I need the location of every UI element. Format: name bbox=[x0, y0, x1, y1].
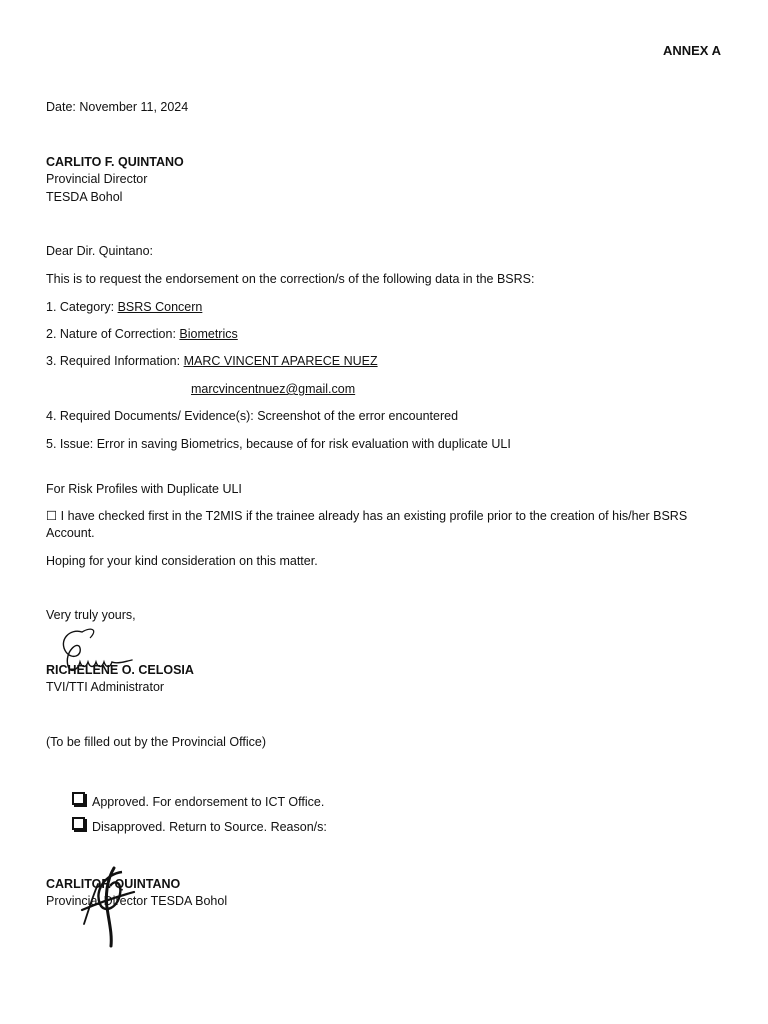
director-title: Provincial Director TESDA Bohol bbox=[46, 894, 228, 908]
category-label: 1. Category: bbox=[46, 300, 118, 314]
director-name: CARLITOF. QUINTANO bbox=[46, 877, 181, 891]
recipient-name: CARLITO F. QUINTANO bbox=[46, 155, 184, 169]
item-nature bbox=[46, 326, 238, 343]
salutation: Dear Dir. Quintano: bbox=[46, 244, 153, 258]
provincial-note: (To be filled out by the Provincial Office) bbox=[46, 735, 267, 749]
annex-label: ANNEX A bbox=[662, 43, 721, 58]
info-name: MARC VINCENT APARECE NUEZ bbox=[183, 354, 378, 368]
item-issue: 5. Issue: Error in saving Biometrics, because of for risk evaluation with duplicate ULI bbox=[46, 437, 511, 451]
checkbox-statement-cont: Account. bbox=[46, 526, 95, 540]
recipient-title: Provincial Director bbox=[46, 172, 148, 186]
sender-title: TVI/TTI Administrator bbox=[46, 680, 165, 694]
nature-label: 2. Nature of Correction: bbox=[46, 327, 180, 341]
disapproved-option-label: Disapproved. Return to Source. Reason/s: bbox=[92, 820, 327, 834]
approved-option-label: Approved. For endorsement to ICT Office. bbox=[92, 795, 325, 809]
item-category bbox=[46, 299, 202, 316]
info-email: marcvincentnuez@gmail.com bbox=[191, 382, 356, 396]
item-documents: 4. Required Documents/ Evidence(s): Screenshot of the error encountered bbox=[46, 409, 459, 423]
date-line: Date: November 11, 2024 bbox=[46, 100, 189, 114]
risk-heading: For Risk Profiles with Duplicate ULI bbox=[46, 482, 242, 496]
checkbox-statement: ☐ I have checked first in the T2MIS if the trainee already has an existing profile prior to the creation of his/her BSRS bbox=[46, 509, 688, 523]
nature-value: Biometrics bbox=[179, 327, 238, 341]
sender-name: RICHELENE O. CELOSIA bbox=[46, 663, 194, 677]
item-info bbox=[46, 353, 378, 370]
disapproved-checkbox[interactable] bbox=[72, 817, 85, 830]
intro-paragraph: This is to request the endorsement on the correction/s of the following data in the BSRS: bbox=[46, 272, 535, 286]
closing-note: Hoping for your kind consideration on this matter. bbox=[46, 554, 318, 568]
recipient-office: TESDA Bohol bbox=[46, 190, 123, 204]
category-value: BSRS Concern bbox=[117, 300, 203, 314]
approved-checkbox[interactable] bbox=[72, 792, 85, 805]
valediction: Very truly yours, bbox=[46, 608, 136, 622]
info-label: 3. Required Information: bbox=[46, 354, 184, 368]
